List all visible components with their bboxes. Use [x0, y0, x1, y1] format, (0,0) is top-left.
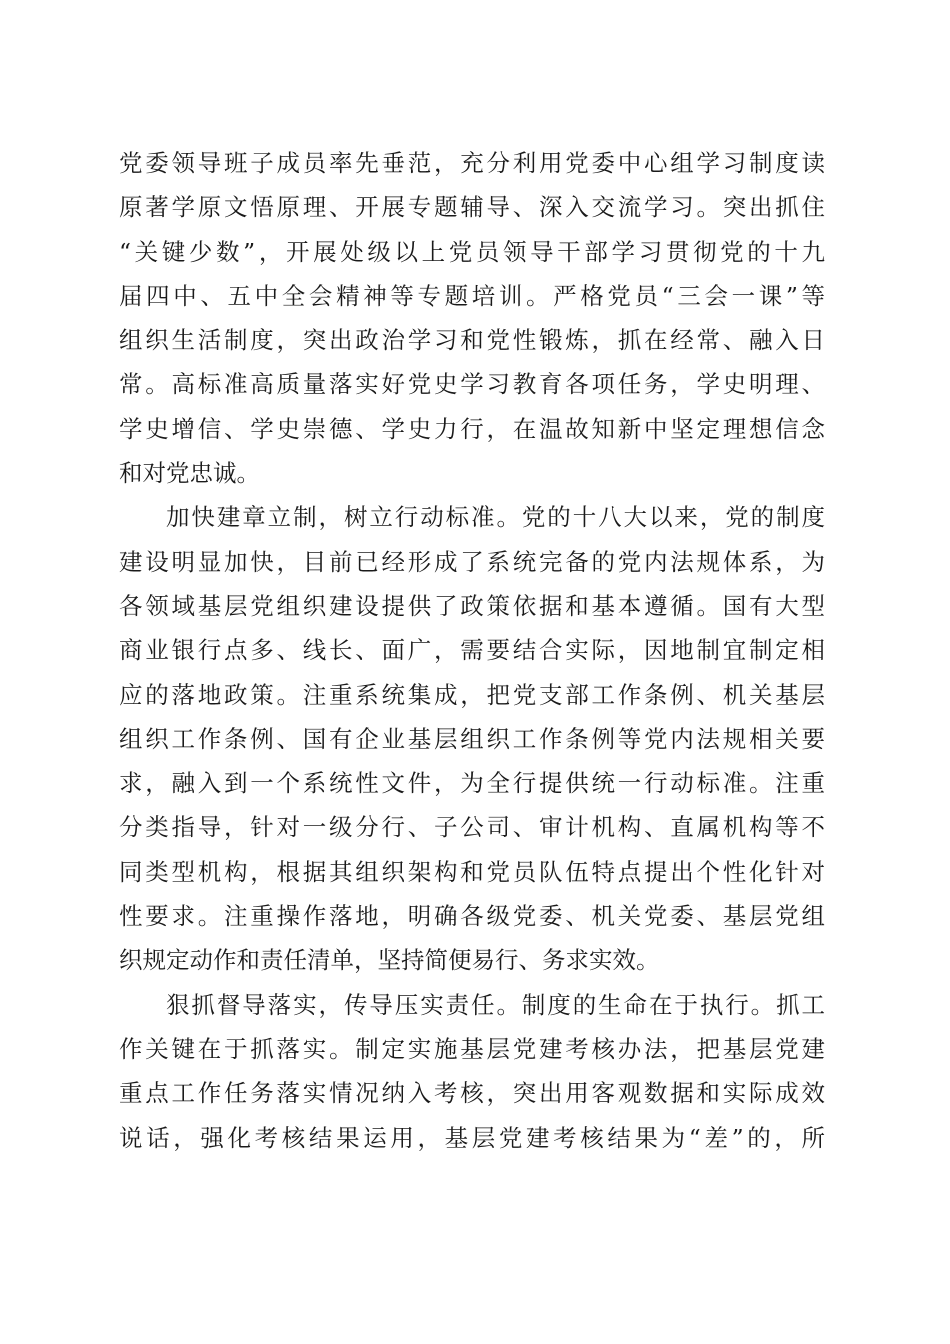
text-line: 加快建章立制，树立行动标准。党的十八大以来，党的制度: [166, 503, 825, 532]
document-body: [119, 141, 825, 1160]
text-line: 重点工作任务落实情况纳入考核，突出用客观数据和实际成效: [119, 1079, 825, 1108]
text-line: 同类型机构，根据其组织架构和党员队伍特点提出个性化针对: [119, 857, 825, 886]
text-line: 说话，强化考核结果运用，基层党建考核结果为“差”的，所: [119, 1123, 825, 1152]
text-line: 组织生活制度，突出政治学习和党性锻炼，抓在经常、融入日: [119, 326, 825, 355]
paragraph-supervision: [119, 983, 825, 1160]
text-line: 常。高标准高质量落实好党史学习教育各项任务，学史明理、: [119, 370, 825, 399]
text-line: 各领域基层党组织建设提供了政策依据和基本遵循。国有大型: [119, 591, 825, 620]
text-line: 党委领导班子成员率先垂范，充分利用党委中心组学习制度读: [119, 149, 825, 177]
text-line: 狠抓督导落实，传导压实责任。制度的生命在于执行。抓工: [166, 990, 825, 1019]
text-line: 织规定动作和责任清单，坚持简便易行、务求实效。: [119, 946, 660, 975]
paragraph-party-committee-study: [119, 141, 825, 495]
text-line: 学史增信、学史崇德、学史力行，在温故知新中坚定理想信念: [119, 414, 825, 443]
text-line: 应的落地政策。注重系统集成，把党支部工作条例、机关基层: [119, 680, 825, 709]
text-line: 组织工作条例、国有企业基层组织工作条例等党内法规相关要: [119, 724, 825, 753]
text-line: 原著学原文悟原理、开展专题辅导、深入交流学习。突出抓住: [119, 193, 825, 222]
text-line: 性要求。注重操作落地，明确各级党委、机关党委、基层党组: [119, 902, 825, 931]
text-line: 和对党忠诚。: [119, 459, 260, 488]
text-line: 分类指导，针对一级分行、子公司、审计机构、直属机构等不: [119, 813, 825, 842]
text-line: 作关键在于抓落实。制定实施基层党建考核办法，把基层党建: [119, 1034, 825, 1063]
text-line: 建设明显加快，目前已经形成了系统完备的党内法规体系，为: [119, 547, 825, 576]
text-line: 求，融入到一个系统性文件，为全行提供统一行动标准。注重: [119, 769, 825, 798]
text-line: 届四中、五中全会精神等专题培训。严格党员“三会一课”等: [119, 281, 825, 310]
paragraph-institution-building: [119, 495, 825, 982]
text-line: 商业银行点多、线长、面广，需要结合实际，因地制宜制定相: [119, 636, 825, 665]
text-line: “关键少数”，开展处级以上党员领导干部学习贯彻党的十九: [119, 237, 825, 266]
